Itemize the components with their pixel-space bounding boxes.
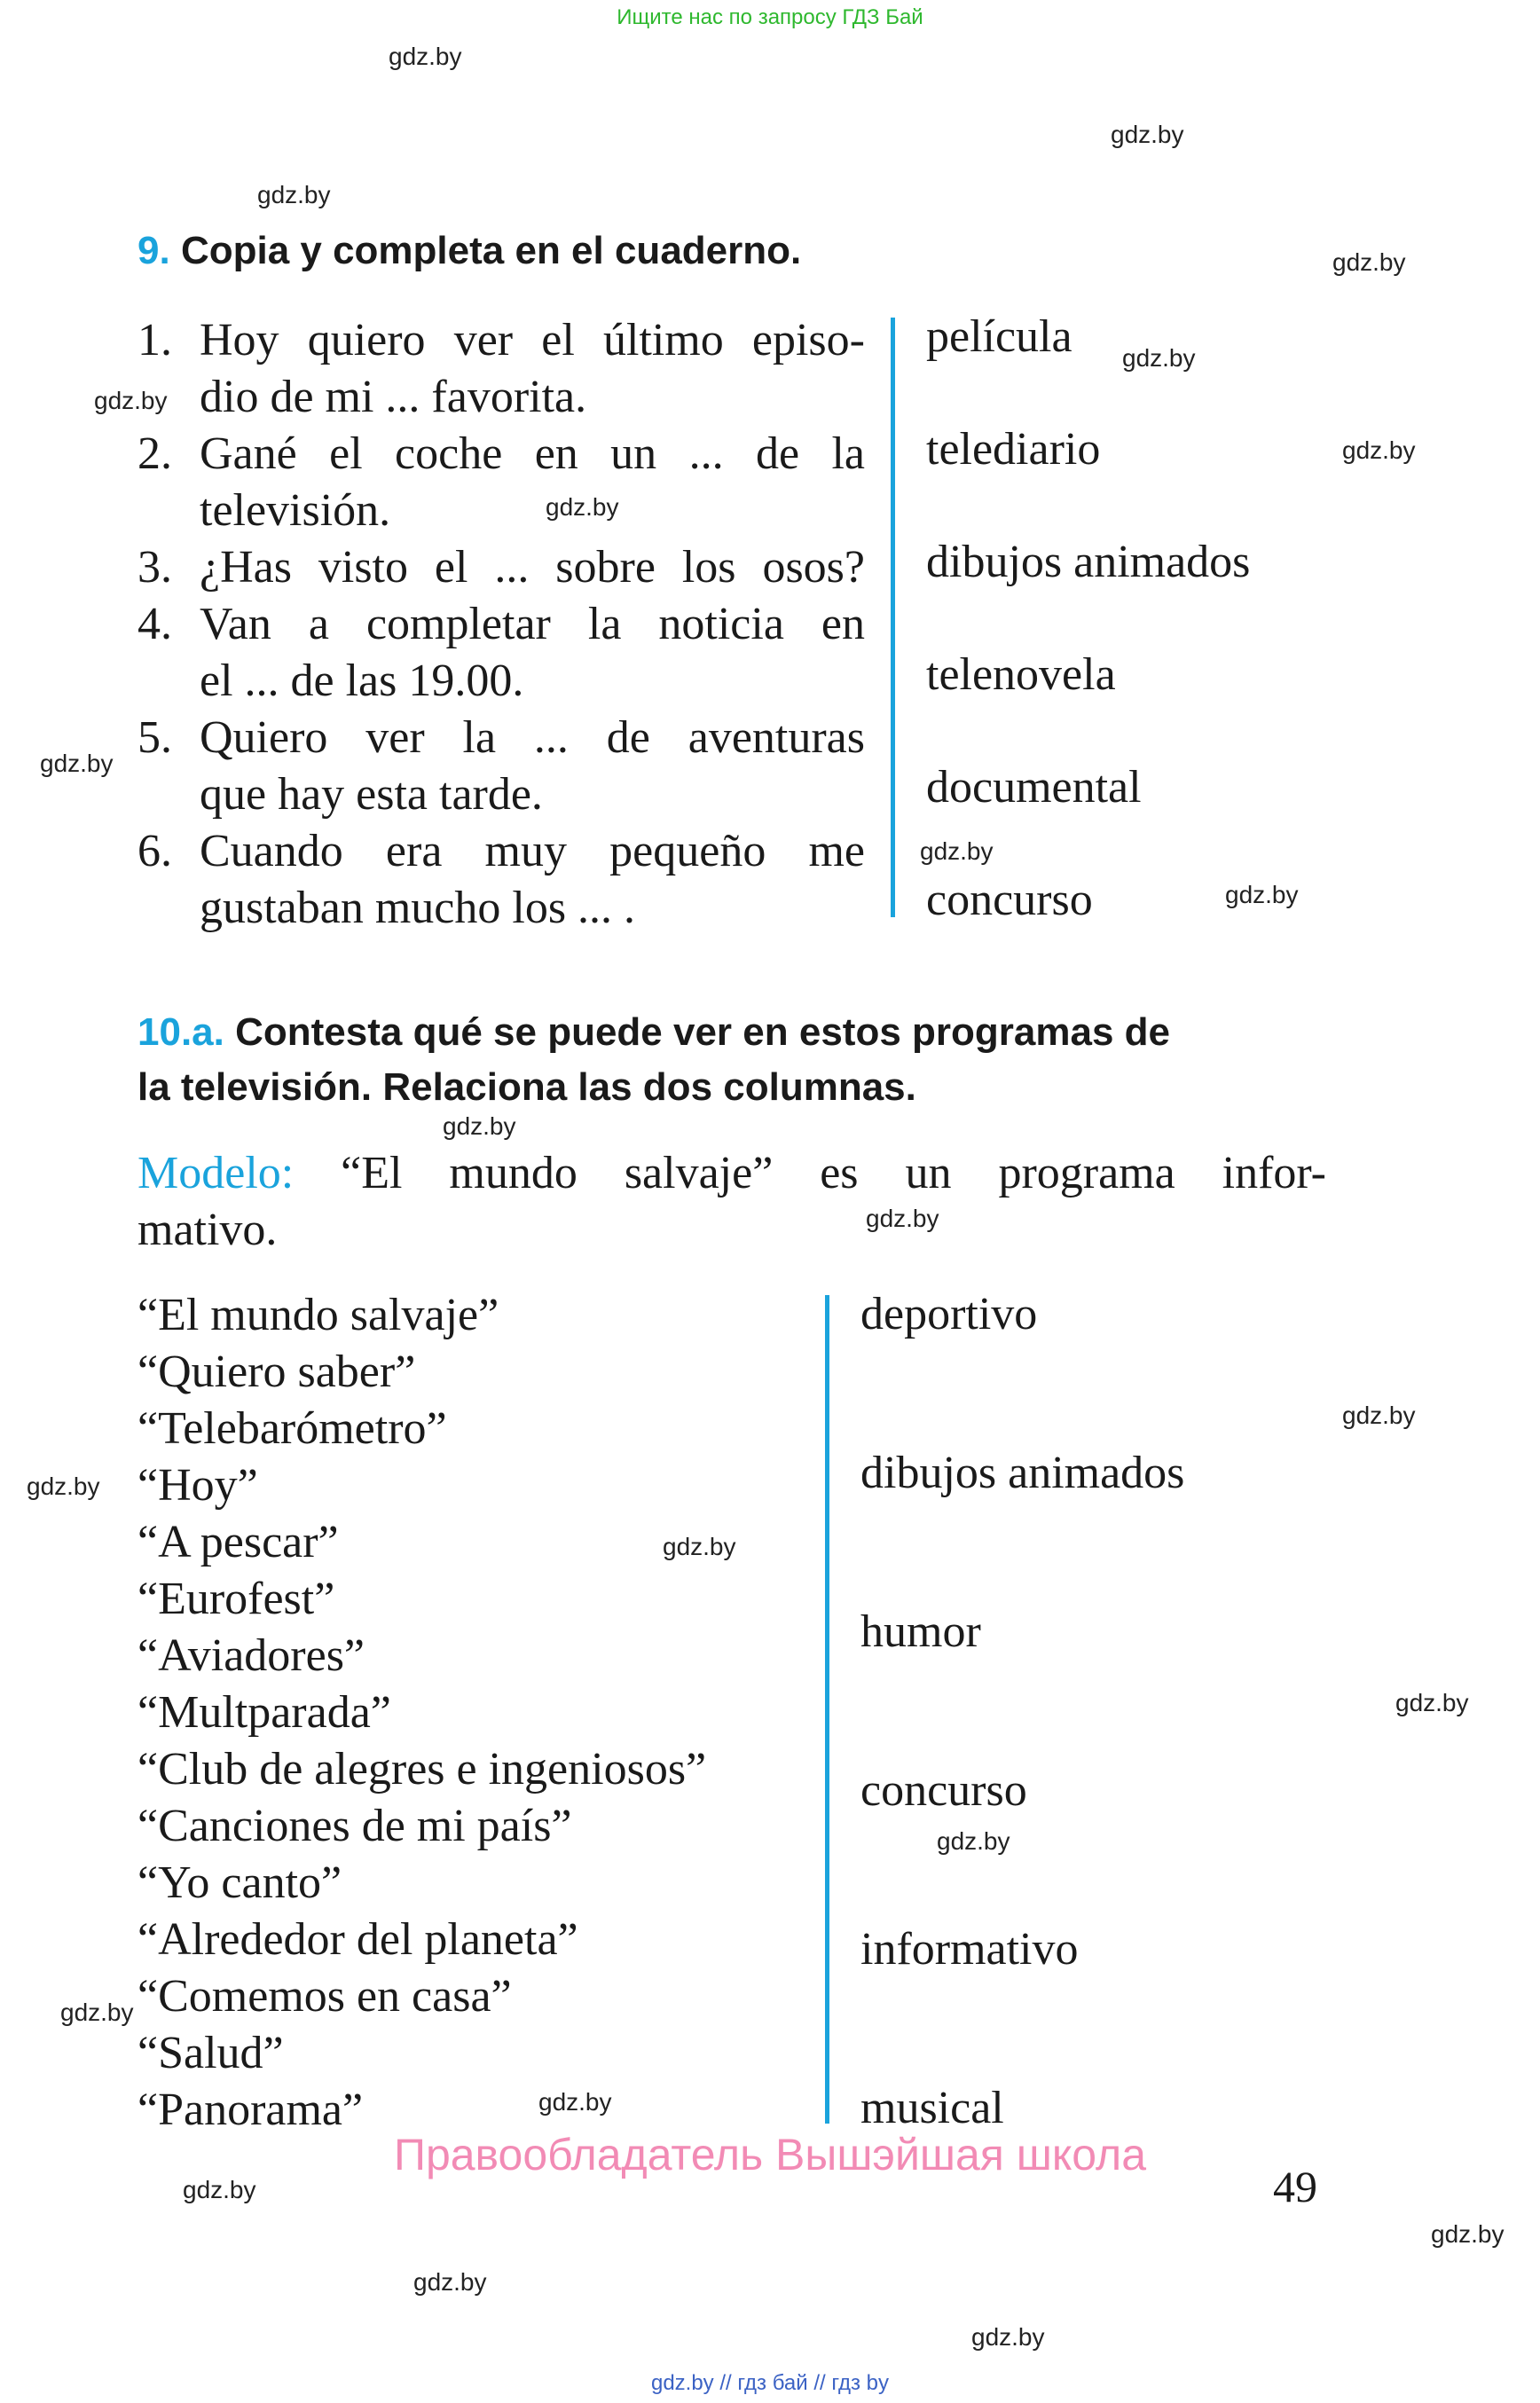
show-title: “Quiero saber” [138,1347,416,1397]
watermark: gdz.by [1225,881,1299,908]
show-title: “Aviadores” [138,1630,365,1681]
genre-word: deportivo [860,1289,1038,1339]
watermark: gdz.by [920,837,994,865]
watermark: gdz.by [1342,436,1416,464]
option-word: dibujos animados [926,537,1251,587]
bottom-links[interactable]: gdz.by // гдз бай // гдз by [650,2371,890,2395]
watermark: gdz.by [1122,344,1196,372]
exercise-9-heading [138,229,801,273]
item-text [200,823,865,937]
show-title: “Telebarómetro” [138,1403,447,1454]
show-title: “Alrededor del planeta” [138,1914,578,1965]
watermark: gdz.by [1395,1689,1469,1716]
item-line: Hoy quiero ver el último episo- [200,315,865,365]
show-title: “Eurofest” [138,1574,335,1624]
item-number: 3. [138,542,172,593]
model-text: “El mundo salvaje” es un programa infor- [341,1148,1326,1198]
genre-word: informativo [860,1924,1079,1975]
watermark: gdz.by [443,1112,516,1140]
watermark: gdz.by [389,43,462,70]
watermark: gdz.by [60,1999,134,2026]
watermark: gdz.by [257,181,331,208]
option-word: concurso [926,875,1093,925]
page-number: 49 [1273,2162,1317,2211]
watermark: gdz.by [866,1205,939,1232]
watermark: gdz.by [663,1533,736,1560]
item-number: 1. [138,315,172,365]
show-title: “Hoy” [138,1460,258,1511]
item-number: 2. [138,428,172,479]
model-label: Modelo: [138,1148,295,1198]
item-line: ¿Has visto el ... sobre los osos? [200,542,865,593]
watermark: gdz.by [937,1827,1010,1855]
watermark: gdz.by [546,493,619,521]
list-item [138,539,865,596]
copyright-owner: Правообладатель Вышэйшая школа [394,2130,1146,2179]
item-line: gustaban mucho los ... . [200,883,636,933]
show-title: “Yo canto” [138,1857,342,1908]
list-item [138,596,865,710]
exercise-title: Copia y completa en el cuaderno. [180,229,802,272]
list-item [138,426,865,539]
genre-word: humor [860,1606,981,1657]
watermark: gdz.by [1431,2220,1505,2248]
list-item [138,312,865,426]
model-line [138,1145,1326,1202]
top-banner: Ищите нас по запросу ГДЗ Бай [617,5,923,29]
show-title: “Salud” [138,2028,284,2078]
option-word: telediario [926,424,1101,475]
exercise-title-line: Contesta qué se puede ver en estos programas de [235,1010,1171,1054]
item-line: televisión. [200,485,391,536]
option-word: documental [926,762,1142,813]
watermark: gdz.by [538,2088,612,2116]
exercise-9-sentences [138,312,865,937]
show-title: “Panorama” [138,2085,364,2135]
item-line: el ... de las 19.00. [200,656,524,706]
list-item [138,710,865,823]
tv-shows-list [138,1287,706,2139]
item-line: Van a completar la noticia en [200,599,865,649]
item-text [200,312,865,426]
exercise-10-heading [138,1005,1170,1115]
show-title: “Club de alegres e ingeniosos” [138,1744,707,1794]
item-text [200,539,865,596]
exercise-title-line: la televisión. Relaciona las dos columnas. [138,1065,916,1109]
watermark: gdz.by [40,750,114,777]
item-number: 4. [138,599,172,649]
show-title: “El mundo salvaje” [138,1290,499,1340]
item-line: que hay esta tarde. [200,769,543,820]
show-title: “Comemos en casa” [138,1971,512,2022]
watermark: gdz.by [1111,121,1184,148]
watermark: gdz.by [1342,1402,1416,1429]
item-number: 6. [138,826,172,876]
exercise-number: 10.a. [138,1010,224,1054]
item-line: dio de mi ... favorita. [200,372,587,422]
model-sentence [138,1145,1326,1259]
list-item [138,823,865,937]
watermark: gdz.by [94,387,168,414]
genre-word: dibujos animados [860,1448,1185,1498]
show-title: “Multparada” [138,1687,391,1738]
item-text [200,426,865,539]
option-word: telenovela [926,649,1116,700]
show-title: “A pescar” [138,1517,339,1567]
exercise-number: 9. [138,229,170,272]
show-title: “Canciones de mi país” [138,1801,572,1851]
option-word: película [926,311,1072,362]
watermark: gdz.by [1332,248,1406,276]
item-line: Gané el coche en un ... de la [200,428,865,479]
watermark: gdz.by [27,1472,100,1500]
column-divider [891,318,895,917]
watermark: gdz.by [971,2323,1045,2351]
genre-word: musical [860,2083,1004,2133]
item-text [200,710,865,823]
item-line: Quiero ver la ... de aventuras [200,712,865,763]
model-line: mativo. [138,1205,278,1255]
genre-word: concurso [860,1765,1027,1816]
item-number: 5. [138,712,172,763]
watermark: gdz.by [183,2176,256,2203]
item-text [200,596,865,710]
watermark: gdz.by [413,2268,487,2296]
item-line: Cuando era muy pequeño me [200,826,865,876]
column-divider [825,1295,829,2124]
